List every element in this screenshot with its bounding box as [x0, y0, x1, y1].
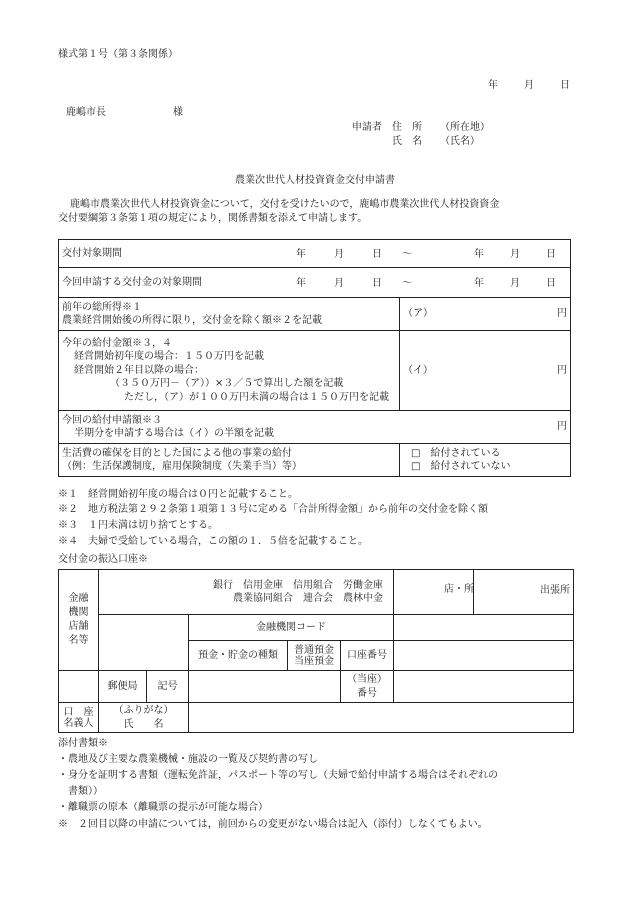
post-office-label: 郵便局: [99, 671, 147, 703]
checkbox-receiving[interactable]: □ 給付されている: [411, 447, 501, 459]
document-title: 農業次世代人材投資資金交付申請書: [235, 175, 395, 186]
checkbox-not-receiving[interactable]: □ 給付されていない: [411, 461, 511, 472]
holder-name-value[interactable]: [189, 703, 574, 733]
note-2: ※２ 地方税法第２９２条第１項第１３号に定める「合計所得金額」から前年の交付金を除く額: [58, 504, 488, 515]
form-number: 様式第１号（第３条関係）: [58, 49, 178, 60]
checking-number-label: （当座） 番号: [341, 671, 394, 703]
symbol-value[interactable]: [189, 671, 341, 703]
date-day: 日: [560, 80, 570, 91]
holder-name-label: （ふりがな） 氏 名: [99, 703, 189, 733]
request-amount-cell: 今回の給付申請額※３ 半期分を申請する場合は（イ）の半額を記載: [59, 411, 400, 444]
address-label: 住 所: [392, 122, 422, 133]
bank-code-label: 金融機関コード: [189, 615, 394, 641]
account-holder-label: 口 座 名義人: [59, 703, 99, 733]
symbol-label: 記号: [147, 671, 189, 703]
deposit-type-options[interactable]: 普通預金 当座預金: [288, 641, 341, 671]
prior-income-cell: 前年の総所得※１ 農業経営開始後の所得に限り，交付金を除く額※２を記載: [59, 298, 400, 331]
sub-branch-cell[interactable]: 出張所: [474, 570, 574, 615]
current-period-label: 今回申請する交付金の対象期間: [59, 268, 400, 298]
note-4: ※４ 夫婦で受給している場合，この額の１．５倍を記載すること。: [58, 536, 368, 547]
request-amount-value[interactable]: 円: [400, 411, 571, 444]
checking-number-value[interactable]: [394, 671, 574, 703]
footer-note: ※ ２回目以降の申請については，前回からの変更がない場合は記入（添付）しなくてもよい。: [58, 819, 488, 830]
bank-type-cell[interactable]: 銀行 信用金庫 信用組合 労働金庫 農業協同組合 連合会 農林中金: [99, 570, 394, 615]
grant-amount-value[interactable]: （イ） 円: [400, 331, 571, 411]
other-benefit-options: [400, 444, 571, 477]
honorific: 様: [173, 107, 183, 118]
grant-amount-cell: 今年の給付金額※３，４ 経営開始初年度の場合：１５０万円を記載 経営開始２年目以降の場合： （３５０万円－（ア））×３／５で算出した額を記載 ただし，（ア）が１００万円未満の場合は１５０万円を記載: [59, 331, 400, 411]
account-number-value[interactable]: [394, 641, 574, 671]
name-label: 氏 名: [392, 136, 422, 147]
bank-account-table: [58, 569, 574, 733]
attachments-title: 添付書類※: [58, 738, 108, 749]
prior-income-value[interactable]: （ア） 円: [400, 298, 571, 331]
bank-title: 交付金の振込口座※: [58, 554, 148, 565]
date-year: 年: [488, 80, 498, 91]
applicant-label: 申請者: [352, 122, 382, 133]
note-1: ※１ 経営開始初年度の場合は０円と記載すること。: [58, 489, 298, 500]
attachment-2: ・身分を証明する書類（運転免許証，パスポート等の写し（夫婦で給付申請する場合はそれぞれの: [58, 770, 498, 781]
period-label: 交付対象期間: [59, 240, 400, 268]
institution-label: 金融機関店舗名等: [59, 570, 99, 671]
address-value: （所在地）: [440, 122, 490, 133]
attachment-2-cont: 書類））: [58, 786, 103, 797]
note-3: ※３ １円未満は切り捨てとする。: [58, 520, 218, 531]
attachment-1: ・農地及び主要な農業機械・施設の一覧及び契約書の写し: [58, 754, 318, 765]
addressee: 鹿嶋市長: [66, 107, 106, 118]
intro-line-2: 交付要綱第３条第１項の規定により，関係書類を添えて申請します。: [58, 213, 368, 224]
application-table: [58, 239, 571, 477]
other-benefit-cell: 生活費の確保を目的とした国による他の事業の給付 （例：生活保護制度，雇用保険制度（失業手当）等）: [59, 444, 400, 477]
bank-code-value[interactable]: [394, 615, 574, 641]
deposit-type-label: 預金・貯金の種類: [189, 641, 288, 671]
account-number-label: 口座番号: [341, 641, 394, 671]
intro-line-1: 鹿嶋市農業次世代人材投資資金について，交付を受けたいので，鹿嶋市農業次世代人材投資資金: [70, 199, 500, 210]
date-month: 月: [524, 80, 534, 91]
branch-label: 店・所: [444, 584, 474, 595]
attachment-3: ・離職票の原本（離職票の提示が可能な場合）: [58, 802, 268, 813]
name-value: （氏名）: [440, 136, 480, 147]
